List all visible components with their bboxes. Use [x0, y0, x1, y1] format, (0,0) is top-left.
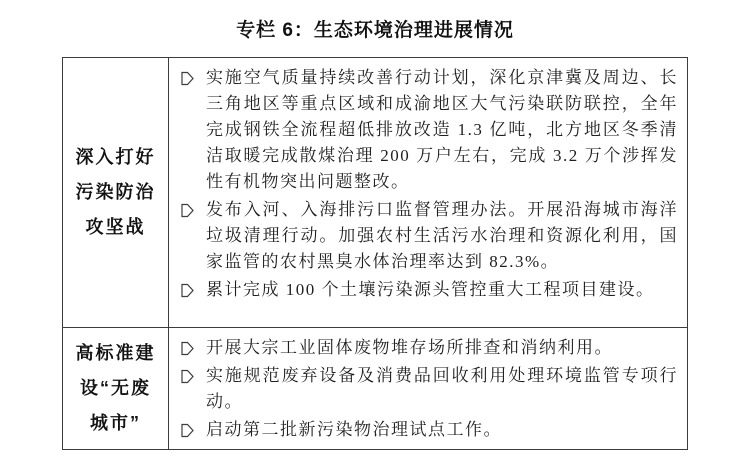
arrow-bullet-icon — [181, 417, 195, 438]
list-item — [181, 363, 678, 415]
row-label-line: 污染防治 — [75, 182, 156, 202]
panel-title: 专栏 6：生态环境治理进展情况 — [236, 20, 514, 41]
arrow-bullet-icon — [181, 277, 195, 298]
list-item-text: 发布入河、入海排污口监督管理办法。开展沿海城市海洋垃圾清理行动。加强农村生活污水治理和资源化利用，国家监管的农村黑臭水体治理率达到 82.3%。 — [206, 200, 678, 271]
table-row — [63, 327, 687, 449]
row-content — [169, 58, 687, 327]
list-item-text: 实施规范废弃设备及消费品回收利用处理环境监管专项行动。 — [206, 366, 678, 411]
list-item — [181, 417, 678, 443]
list-item-text: 实施空气质量持续改善行动计划，深化京津冀及周边、长三角地区等重点区域和成渝地区大气污染联防联控，全年完成钢铁全流程超低排放改造 1.3 亿吨，北方地区冬季清洁取暖完成散煤治理 200 万户左右，完成 3.2 万个涉挥发性有机物突出问题整改。 — [206, 68, 678, 191]
row-label — [63, 58, 169, 327]
list-item-text: 启动第二批新污染物治理试点工作。 — [206, 420, 502, 439]
list-item — [181, 335, 678, 361]
list-item — [181, 197, 678, 275]
row-content — [169, 328, 687, 449]
arrow-bullet-icon — [181, 197, 195, 218]
list-item-text: 开展大宗工业固体废物堆存场所排查和消纳利用。 — [206, 338, 613, 357]
list-item — [181, 65, 678, 195]
panel-table — [62, 57, 688, 450]
row-label-line: 城市” — [90, 413, 141, 433]
arrow-bullet-icon — [181, 363, 195, 384]
row-label-line: 设“无废 — [80, 378, 151, 398]
table-row — [63, 58, 687, 327]
row-label-line: 攻坚战 — [85, 217, 146, 237]
row-label-line: 高标准建 — [75, 343, 156, 363]
list-item — [181, 277, 678, 303]
row-label — [63, 328, 169, 449]
arrow-bullet-icon — [181, 335, 195, 356]
row-label-line: 深入打好 — [75, 147, 156, 167]
list-item-text: 累计完成 100 个土壤污染源头管控重大工程项目建设。 — [206, 280, 655, 299]
arrow-bullet-icon — [181, 65, 195, 86]
